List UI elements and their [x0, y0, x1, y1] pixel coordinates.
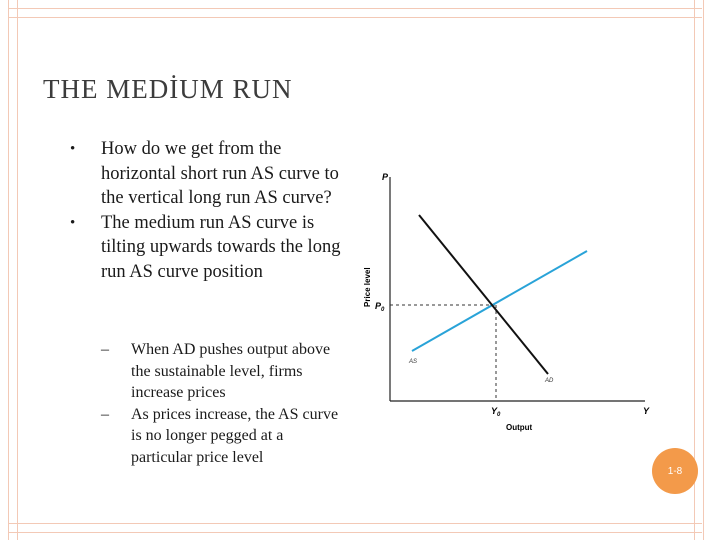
bullet-item: [70, 137, 342, 211]
bullet-list: [70, 137, 342, 284]
p0-label-main: P: [375, 301, 382, 311]
x-axis-symbol: Y: [643, 406, 650, 416]
sub-bullet-list: [101, 339, 341, 468]
p0-label-sub: 0: [381, 307, 385, 313]
ad-curve-label: AD: [545, 378, 554, 384]
frame-right-decoration: [694, 0, 704, 540]
y0-label: [491, 406, 501, 418]
sub-bullet-marker: –: [101, 405, 109, 423]
as-ad-diagram: [355, 160, 665, 440]
y0-label-sub: 0: [497, 412, 501, 418]
y0-label-main: Y: [491, 406, 498, 416]
bullet-item: [70, 211, 342, 285]
ad-curve: [419, 215, 548, 374]
sub-bullet-marker: –: [101, 341, 109, 358]
y-axis-symbol: P: [382, 172, 389, 182]
bullet-text: The medium run AS curve is tilting upwards towards the long run AS curve position: [101, 212, 341, 282]
frame-bottom-decoration: [8, 523, 702, 533]
y-axis-label: Price level: [363, 267, 372, 307]
bullet-marker: •: [70, 141, 76, 157]
frame-left-decoration: [8, 0, 18, 540]
p0-label: [375, 301, 385, 313]
bullet-text: How do we get from the horizontal short run AS curve to the vertical long run AS curve?: [101, 139, 339, 208]
sub-bullet-item: [101, 404, 341, 469]
frame-top-decoration: [8, 8, 702, 18]
sub-bullet-text: When AD pushes output above the sustainable level, firms increase prices: [131, 341, 331, 401]
sub-bullet-item: [101, 339, 341, 404]
slide-number-badge: 1-8: [652, 448, 698, 494]
as-curve-label: AS: [409, 359, 418, 365]
sub-bullet-text: As prices increase, the AS curve is no longer pegged at a particular price level: [131, 405, 339, 466]
x-axis-label: Output: [506, 423, 533, 432]
bullet-marker: •: [70, 214, 76, 231]
slide-title: THE MEDİUM RUN: [43, 74, 293, 104]
as-curve: [412, 251, 587, 351]
